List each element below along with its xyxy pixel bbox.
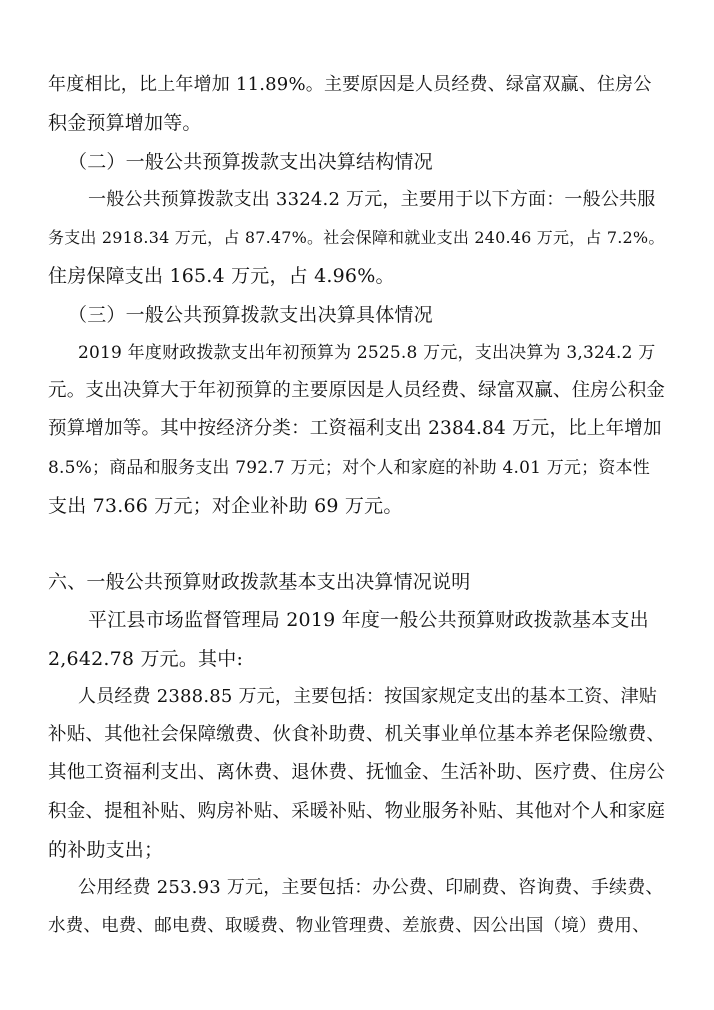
- text-line: 元。支出决算大于年初预算的主要原因是人员经费、绿富双赢、住房公积金: [48, 380, 666, 401]
- text-line: 公用经费 253.93 万元，主要包括：办公费、印刷费、咨询费、手续费、: [78, 877, 664, 898]
- text-line: 其他工资福利支出、离休费、退休费、抚恤金、生活补助、医疗费、住房公: [48, 762, 666, 783]
- text-line: 2019 年度财政拨款支出年初预算为 2525.8 万元，支出决算为 3,324.2 万: [78, 343, 656, 363]
- text-line: 2,642.78 万元。其中:: [48, 648, 244, 670]
- text-line: 积金预算增加等。: [48, 112, 202, 134]
- section-heading: （二）一般公共预算拨款支出决算结构情况: [68, 151, 433, 173]
- text-line: 平江县市场监督管理局 2019 年度一般公共预算财政拨款基本支出: [88, 609, 649, 631]
- text-line: 积金、提租补贴、购房补贴、采暖补贴、物业服务补贴、其他对个人和家庭: [48, 801, 666, 822]
- text-line: 预算增加等。其中按经济分类：工资福利支出 2384.84 万元，比上年增加: [48, 418, 662, 439]
- section-heading: （三）一般公共预算拨款支出决算具体情况: [68, 304, 433, 326]
- text-line: 补贴、其他社会保障缴费、伙食补助费、机关事业单位基本养老保险缴费、: [48, 724, 666, 745]
- text-line: 住房保障支出 165.4 万元，占 4.96%。: [48, 265, 395, 287]
- text-line: 一般公共预算拨款支出 3324.2 万元，主要用于以下方面：一般公共服: [88, 189, 656, 210]
- text-line: 8.5%；商品和服务支出 792.7 万元；对个人和家庭的补助 4.01 万元；资本性: [48, 458, 650, 478]
- text-line: 支出 73.66 万元；对企业补助 69 万元。: [48, 495, 403, 517]
- section-heading: 六、一般公共预算财政拨款基本支出决算情况说明: [48, 571, 471, 593]
- text-line: 务支出 2918.34 万元，占 87.47%。社会保障和就业支出 240.46 万元，占 7.2%。: [48, 228, 665, 247]
- text-line: 年度相比，比上年增加 11.89%。主要原因是人员经费、绿富双赢、住房公: [48, 74, 652, 95]
- text-line: 人员经费 2388.85 万元，主要包括：按国家规定支出的基本工资、津贴: [78, 686, 658, 707]
- text-line: 水费、电费、邮电费、取暖费、物业管理费、差旅费、因公出国（境）费用、: [48, 916, 650, 936]
- text-line: 的补助支出；: [48, 839, 164, 861]
